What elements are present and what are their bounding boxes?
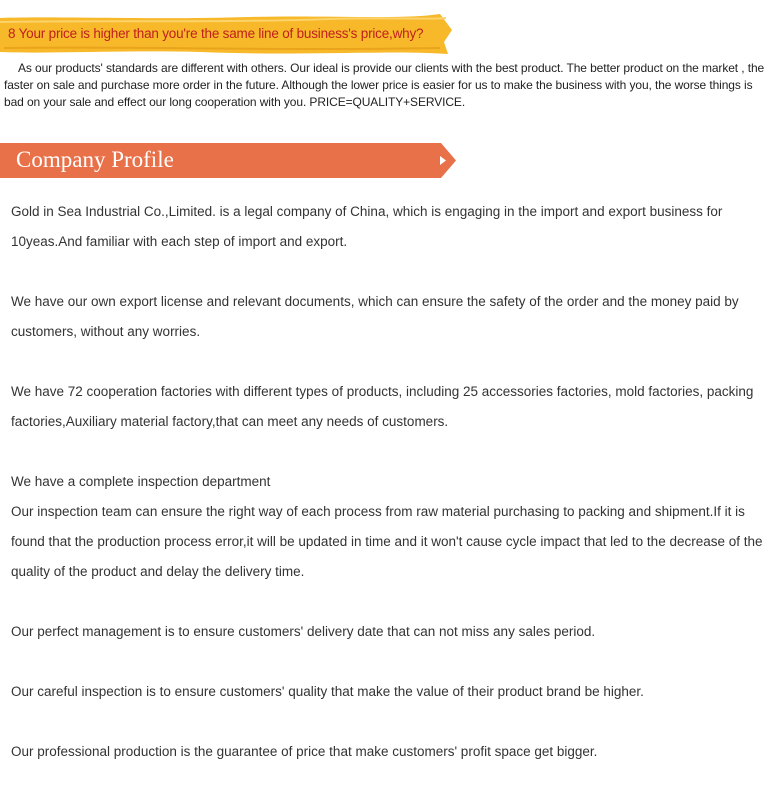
company-profile-body [11, 197, 771, 797]
faq-answer [4, 60, 774, 111]
profile-paragraph: Our inspection team can ensure the right way of each process from raw material purchasing to packing and shipment.If it is found that the production process error,it will be updated in time and it won't cause cycle impact that led to the decrease of the quality of the product and delay the delivery time. [11, 504, 763, 579]
faq-banner [0, 14, 452, 56]
profile-paragraph: We have a complete inspection department [11, 474, 271, 489]
faq-answer-text: As our products' standards are different with others. Our ideal is provide our clients with the best product. The better product on the market , the faster on sale and purchase more order in the future. Although the lower price is easier for us to make the business with you, the worse things is bad on your sale and effect our long cooperation with you. PRICE=QUALITY+SERVICE. [4, 61, 765, 109]
faq-question-title: 8 Your price is higher than you're the same line of business's price,why? [8, 26, 424, 41]
profile-paragraph: Our careful inspection is to ensure customers' quality that make the value of their product brand be higher. [11, 684, 644, 699]
profile-paragraph: Our perfect management is to ensure customers' delivery date that can not miss any sales period. [11, 624, 596, 639]
company-profile-banner [0, 143, 456, 178]
profile-paragraph: We have 72 cooperation factories with different types of products, including 25 accessories factories, mold factories, packing factories,Auxiliary material factory,that can meet any needs of customers. [11, 384, 754, 429]
profile-paragraph: Gold in Sea Industrial Co.,Limited. is a legal company of China, which is engaging in the import and export business for 10yeas.And familiar with each step of import and export. [11, 204, 723, 249]
profile-paragraph: We have our own export license and relevant documents, which can ensure the safety of the order and the money paid by customers, without any worries. [11, 294, 739, 339]
profile-paragraph: Our professional production is the guarantee of price that make customers' profit space get bigger. [11, 744, 598, 759]
company-profile-title: Company Profile [16, 147, 174, 172]
